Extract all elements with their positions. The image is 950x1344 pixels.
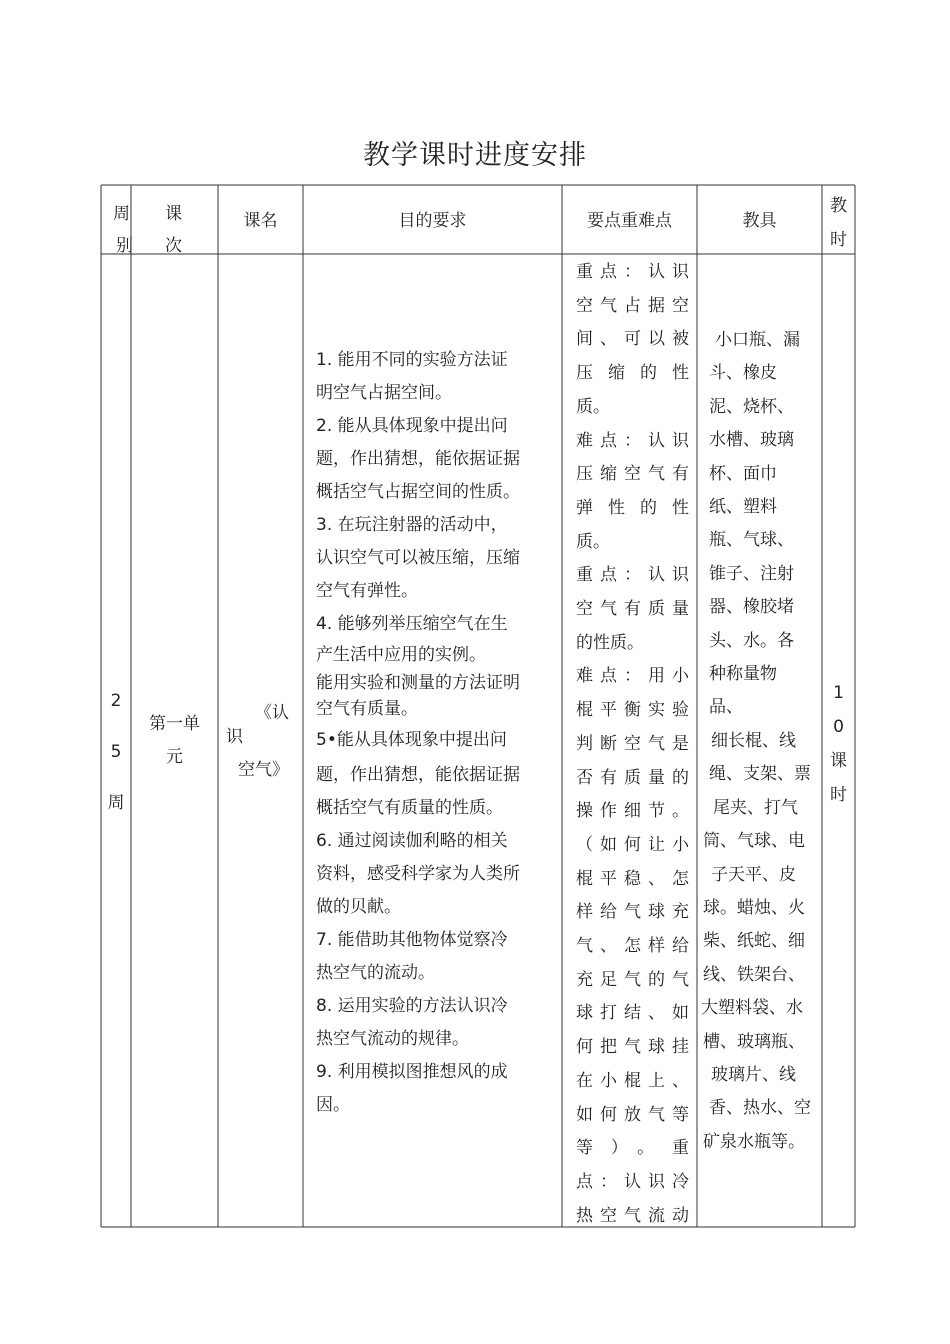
goals-line: 空气有质量。 bbox=[316, 699, 418, 719]
tools-line: 柴、纸蛇、细 bbox=[703, 931, 805, 952]
key-points-line: 热空气流动 bbox=[576, 1205, 689, 1226]
goals-line: 5•能从具体现象中提出问 bbox=[316, 730, 507, 750]
goals-line: 明空气占据空间。 bbox=[316, 383, 452, 403]
tools-line: 尾夹、打气 bbox=[713, 797, 798, 818]
key-points-line: （如何让小 bbox=[576, 834, 689, 855]
tools-line: 品、 bbox=[709, 697, 743, 718]
key-points-line: 如何放气等 bbox=[576, 1104, 689, 1125]
week-line: 周 bbox=[107, 793, 125, 813]
goals-line: 热空气流动的规律。 bbox=[316, 1029, 469, 1049]
goals-cell bbox=[316, 344, 520, 1122]
goals-line: 做的贝献。 bbox=[316, 897, 401, 917]
header-name: 课名 bbox=[243, 211, 278, 231]
page-title: 教学课时进度安排 bbox=[363, 140, 587, 171]
tools-line: 瓶、气球、 bbox=[709, 530, 794, 551]
key-points-line: 何把气球挂 bbox=[576, 1037, 689, 1058]
header-hours-b: 时 bbox=[830, 230, 847, 250]
goals-line: 3. 在玩注射器的活动中， bbox=[316, 515, 508, 535]
goals-line: 题，作出猜想，能依据证据 bbox=[316, 765, 520, 785]
key-points-line: 气、怎样给 bbox=[576, 936, 689, 957]
goals-line: 能用实验和测量的方法证明 bbox=[316, 673, 520, 693]
tools-line: 种称量物 bbox=[709, 664, 777, 685]
goals-line: 因。 bbox=[316, 1095, 350, 1115]
tools-line: 香、热水、空 bbox=[709, 1098, 811, 1119]
tools-line: 绳、支架、票 bbox=[709, 764, 811, 785]
header-hours-a: 教 bbox=[830, 196, 847, 216]
goals-line: 概括空气有质量的性质。 bbox=[316, 798, 503, 818]
key-points-line: 否有质量的 bbox=[576, 767, 689, 788]
key-points-line: 空气占据空 bbox=[576, 295, 689, 316]
week-line: 5 bbox=[110, 742, 122, 762]
key-points-line: 难点：认识 bbox=[576, 430, 689, 451]
key-points-line: 球打结、如 bbox=[576, 1003, 689, 1024]
tools-line: 器、橡胶堵 bbox=[709, 597, 794, 618]
tools-line: 矿泉水瓶等。 bbox=[703, 1131, 805, 1152]
tools-line: 头、水。各 bbox=[709, 630, 794, 651]
goals-line: 概括空气占据空间的性质。 bbox=[316, 482, 520, 502]
key-points-line: 间、可以被 bbox=[576, 329, 689, 350]
key-points-line: 压缩空气有 bbox=[576, 464, 689, 485]
key-points-line: 操作细节。 bbox=[576, 801, 689, 822]
week-cell bbox=[101, 676, 131, 829]
header-key-points: 要点重难点 bbox=[587, 211, 672, 231]
tools-line: 杯、面巾 bbox=[709, 463, 777, 484]
goals-line: 7. 能借助其他物体觉察冷 bbox=[316, 930, 508, 950]
goals-line: 产生活中应用的实例。 bbox=[316, 645, 486, 665]
tools-line: 泥、烧杯、 bbox=[709, 396, 794, 417]
key-points-line: 重点：认识 bbox=[576, 565, 689, 586]
header-goals: 目的要求 bbox=[398, 211, 467, 231]
header-lesson-b: 次 bbox=[165, 236, 182, 256]
key-points-line: 样给气球充 bbox=[576, 902, 689, 923]
goals-line: 2. 能从具体现象中提出问 bbox=[316, 416, 508, 436]
lesson-line: 元 bbox=[166, 747, 183, 767]
goals-line: 4. 能够列举压缩空气在生 bbox=[316, 614, 508, 634]
tools-line: 球。蜡烛、火 bbox=[703, 897, 805, 918]
tools-cell bbox=[699, 324, 811, 1159]
tools-line: 筒、气球、电 bbox=[703, 831, 805, 852]
tools-line: 水槽、玻璃 bbox=[709, 430, 794, 451]
lesson-cell bbox=[131, 708, 218, 774]
key-points-line: 点：认识冷 bbox=[576, 1171, 689, 1192]
hours-line: 课 bbox=[830, 751, 847, 771]
goals-line: 8. 运用实验的方法认识冷 bbox=[316, 996, 508, 1016]
tools-line: 锥子、注射 bbox=[709, 563, 794, 584]
key-points-line: 质。 bbox=[576, 396, 610, 417]
key-points-line: 在小棍上、 bbox=[576, 1070, 689, 1091]
goals-line: 1. 能用不同的实验方法证 bbox=[316, 350, 508, 370]
key-points-line: 等）。重 bbox=[576, 1138, 689, 1159]
tools-line: 线、铁架台、 bbox=[703, 964, 805, 985]
goals-line: 热空气的流动。 bbox=[316, 963, 435, 983]
course-name-line-1: 《认 bbox=[255, 703, 289, 723]
key-points-line: 质。 bbox=[576, 531, 610, 552]
tools-line: 子天平、皮 bbox=[711, 864, 796, 885]
hours-line: 时 bbox=[830, 785, 847, 805]
key-points-line: 棍平稳、怎 bbox=[576, 868, 689, 889]
week-line: 2 bbox=[110, 691, 122, 711]
header-lesson-a: 课 bbox=[165, 204, 182, 224]
tools-line: 槽、玻璃瓶、 bbox=[703, 1031, 805, 1052]
hours-cell bbox=[822, 676, 855, 812]
goals-line: 资料，感受科学家为人类所 bbox=[316, 864, 520, 884]
course-name-line-3: 空气》 bbox=[238, 760, 289, 780]
goals-line: 题，作出猜想，能依据证据 bbox=[316, 449, 520, 469]
goals-line: 空气有弹性。 bbox=[316, 581, 418, 601]
key-points-line: 棍平衡实验 bbox=[576, 700, 689, 721]
key-points-line: 空气有质量 bbox=[576, 599, 689, 620]
key-points-line: 难点：用小 bbox=[576, 666, 689, 687]
key-points-line: 压缩的性 bbox=[576, 363, 689, 384]
key-points-line: 的性质。 bbox=[576, 632, 644, 653]
hours-line: 1 bbox=[833, 683, 844, 703]
header-tools: 教具 bbox=[742, 211, 777, 231]
goals-line: 认识空气可以被压缩，压缩 bbox=[316, 548, 520, 568]
tools-line: 斗、橡皮 bbox=[709, 363, 777, 384]
key-points-cell bbox=[576, 256, 689, 1233]
tools-line: 玻璃片、线 bbox=[711, 1064, 796, 1085]
tools-line: 纸、塑料 bbox=[709, 497, 777, 518]
header-week-a: 周 bbox=[113, 204, 130, 224]
tools-line: 小口瓶、漏 bbox=[715, 330, 800, 350]
key-points-line: 弹性的性 bbox=[576, 497, 689, 518]
header-week-b: 别 bbox=[116, 236, 133, 256]
lesson-line: 第一单 bbox=[149, 714, 200, 734]
key-points-line: 重点：认识 bbox=[576, 262, 689, 282]
course-name-line-2: 识 bbox=[226, 727, 243, 747]
tools-line: 大塑料袋、水 bbox=[701, 998, 803, 1019]
goals-line: 6. 通过阅读伽利略的相关 bbox=[316, 831, 508, 851]
hours-line: 0 bbox=[833, 717, 844, 737]
key-points-line: 判断空气是 bbox=[576, 733, 689, 754]
key-points-line: 充足气的气 bbox=[576, 969, 689, 990]
goals-line: 9. 利用模拟图推想风的成 bbox=[316, 1062, 508, 1082]
tools-line: 细长棍、线 bbox=[711, 730, 796, 751]
